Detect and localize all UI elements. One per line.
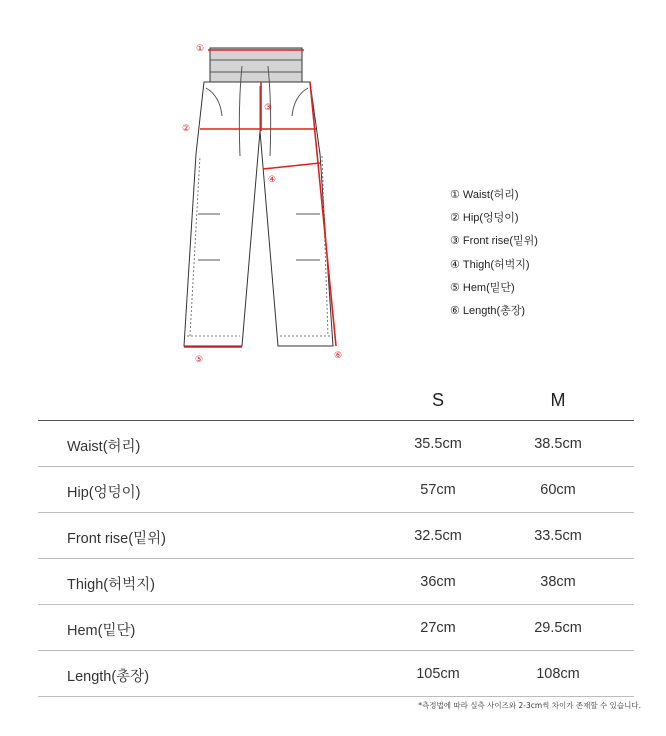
cell-s: 32.5cm — [414, 528, 462, 544]
table-header — [38, 378, 634, 421]
table-row — [38, 559, 634, 605]
legend-item: ② Hip(엉덩이) — [450, 212, 519, 225]
marker-front-rise: ③ — [264, 103, 273, 113]
row-label: Waist(허리) — [67, 439, 141, 455]
legend-item: ③ Front rise(밑위) — [450, 235, 538, 248]
cell-m: 60cm — [540, 482, 576, 498]
legend-item: ① Waist(허리) — [450, 189, 519, 201]
marker-waist: ① — [196, 44, 205, 54]
cell-m: 33.5cm — [534, 528, 582, 544]
cell-m: 29.5cm — [534, 620, 582, 636]
header-size-m: M — [550, 390, 566, 410]
marker-length: ⑥ — [334, 351, 343, 361]
row-label: Hem(밑단) — [67, 623, 136, 639]
cell-m: 108cm — [536, 666, 580, 682]
row-label: Hip(엉덩이) — [67, 485, 141, 501]
waistband-shape — [210, 48, 302, 82]
table-row — [38, 513, 634, 559]
cell-m: 38cm — [540, 574, 576, 590]
pants-illustration — [160, 36, 360, 366]
header-size-s: S — [431, 390, 444, 410]
row-label: Thigh(허벅지) — [67, 577, 155, 593]
legend-item: ⑤ Hem(밑단) — [450, 281, 515, 294]
table-row — [38, 421, 634, 467]
marker-thigh: ④ — [268, 175, 277, 185]
marker-hem: ⑤ — [195, 355, 204, 365]
table-row — [38, 651, 634, 697]
measurement-note: *측정법에 따라 실측 사이즈와 2-3cm씩 차이가 존재할 수 있습니다. — [418, 701, 641, 710]
cell-s: 27cm — [420, 620, 456, 636]
cell-s: 57cm — [420, 482, 456, 498]
pants-measurement-diagram — [160, 36, 360, 366]
legend-item: ④ Thigh(허벅지) — [450, 258, 530, 271]
size-table — [38, 378, 634, 697]
marker-hip: ② — [182, 124, 191, 134]
legend-item: ⑥ Length(총장) — [450, 304, 526, 317]
table-row — [38, 467, 634, 513]
row-label: Front rise(밑위) — [67, 531, 166, 547]
table-row — [38, 605, 634, 651]
cell-s: 36cm — [420, 574, 456, 590]
cell-m: 38.5cm — [534, 436, 582, 452]
cell-s: 35.5cm — [414, 436, 462, 452]
cell-s: 105cm — [416, 666, 460, 682]
row-label: Length(총장) — [67, 669, 150, 685]
measurement-legend — [450, 188, 538, 327]
